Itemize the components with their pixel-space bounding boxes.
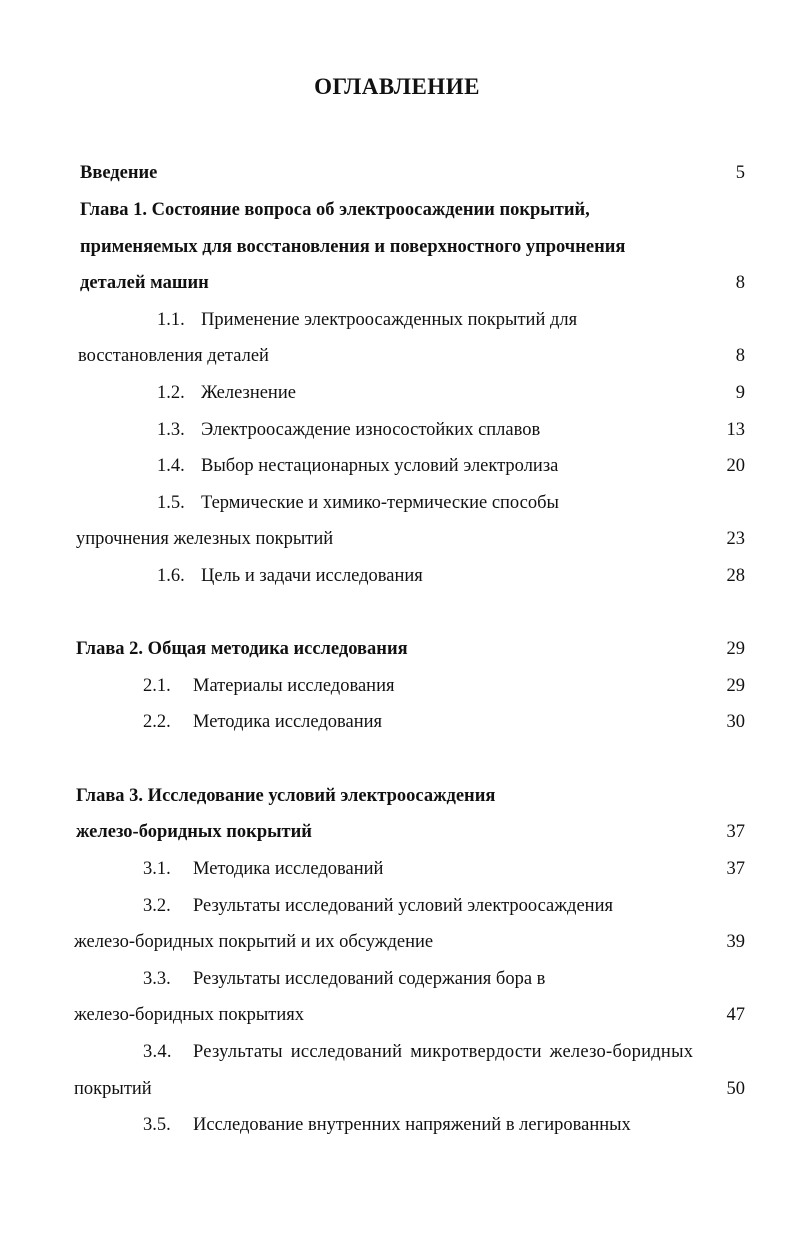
toc-entry-label: Результаты исследований условий электроосаждения xyxy=(193,896,613,916)
toc-page-number: 5 xyxy=(735,163,745,183)
toc-chapter-2[interactable] xyxy=(0,631,794,667)
toc-chapter-3-line-2[interactable] xyxy=(0,814,794,850)
toc-page-number: 8 xyxy=(735,273,745,293)
toc-entry-label: железо-боридных покрытиях xyxy=(74,1005,305,1025)
toc-section-number: 1.4. xyxy=(157,456,185,476)
toc-entry-label: Исследование внутренних напряжений в легированных xyxy=(193,1115,631,1135)
toc-entry-label: применяемых для восстановления и поверхностного упрочнения xyxy=(80,237,626,257)
toc-entry-label: Глава 1. Состояние вопроса об электроосаждении покрытий, xyxy=(80,200,590,220)
toc-page-number: 9 xyxy=(735,383,745,403)
toc-entry-label: Результаты исследований содержания бора в xyxy=(193,969,546,989)
toc-section-number: 3.3. xyxy=(143,969,171,989)
toc-entry-label: покрытий xyxy=(74,1079,152,1099)
toc-section-number: 2.2. xyxy=(143,712,171,732)
toc-section-3-4-line-1[interactable] xyxy=(0,1034,794,1070)
toc-entry-label: Электроосаждение износостойких сплавов xyxy=(201,420,541,440)
toc-section-3-5-line-1[interactable] xyxy=(0,1107,794,1143)
toc-section-1-5-line-1[interactable] xyxy=(0,485,794,521)
toc-entry-label: Материалы исследования xyxy=(193,676,395,696)
toc-section-1-5-line-2[interactable] xyxy=(0,521,794,557)
toc-section-1-4[interactable] xyxy=(0,448,794,484)
toc-section-3-2-line-2[interactable] xyxy=(0,924,794,960)
toc-section-3-4-line-2[interactable] xyxy=(0,1071,794,1107)
toc-entry-label: деталей машин xyxy=(80,273,209,293)
toc-section-1-1-line-1[interactable] xyxy=(0,302,794,338)
page-title: ОГЛАВЛЕНИЕ xyxy=(314,74,480,99)
toc-section-number: 1.1. xyxy=(157,310,185,330)
toc-section-number: 2.1. xyxy=(143,676,171,696)
toc-page-number: 47 xyxy=(726,1005,745,1025)
toc-page-number: 13 xyxy=(726,420,745,440)
toc-section-1-1-line-2[interactable] xyxy=(0,338,794,374)
toc-entry-label: Применение электроосажденных покрытий для xyxy=(201,310,578,330)
toc-page-number: 28 xyxy=(726,566,745,586)
toc-chapter-1-line-3[interactable] xyxy=(0,265,794,301)
toc-section-number: 1.3. xyxy=(157,420,185,440)
toc-section-3-2-line-1[interactable] xyxy=(0,888,794,924)
toc-chapter-1-line-1[interactable] xyxy=(0,192,794,228)
toc-entry-label: Цель и задачи исследования xyxy=(201,566,423,586)
toc-entry-label: Введение xyxy=(80,163,158,183)
toc-section-number: 3.4. xyxy=(143,1042,172,1062)
toc-entry-label: Термические и химико-термические способы xyxy=(201,493,559,513)
toc-page-number: 37 xyxy=(726,859,745,879)
toc-entry-label: Методика исследования xyxy=(193,712,383,732)
toc-section-1-6[interactable] xyxy=(0,558,794,594)
toc-section-2-2[interactable] xyxy=(0,704,794,740)
toc-page-number: 30 xyxy=(726,712,745,732)
toc-page-number: 50 xyxy=(726,1079,745,1099)
toc-page-number: 29 xyxy=(726,676,745,696)
toc-section-3-3-line-2[interactable] xyxy=(0,997,794,1033)
toc-section-3-3-line-1[interactable] xyxy=(0,961,794,997)
toc-page-number: 20 xyxy=(726,456,745,476)
toc-entry-label: упрочнения железных покрытий xyxy=(76,529,334,549)
toc-page-number: 8 xyxy=(735,346,745,366)
toc-section-number: 1.6. xyxy=(157,566,185,586)
toc-section-number: 3.2. xyxy=(143,896,171,916)
toc-page-number: 37 xyxy=(726,822,745,842)
toc-chapter-1-line-2[interactable] xyxy=(0,229,794,265)
toc-section-number: 3.1. xyxy=(143,859,171,879)
toc-page-number: 29 xyxy=(726,639,745,659)
toc-section-3-1[interactable] xyxy=(0,851,794,887)
toc-section-1-2[interactable] xyxy=(0,375,794,411)
toc-chapter-3-line-1[interactable] xyxy=(0,778,794,814)
toc-entry-label: восстановления деталей xyxy=(78,346,269,366)
toc-page-number: 23 xyxy=(726,529,745,549)
toc-section-number: 1.5. xyxy=(157,493,185,513)
toc-entry-label: Глава 3. Исследование условий электроосаждения xyxy=(76,786,496,806)
toc-page-number: 39 xyxy=(726,932,745,952)
toc-section-2-1[interactable] xyxy=(0,668,794,704)
toc-entry-label: Методика исследований xyxy=(193,859,384,879)
toc-entry-label: Глава 2. Общая методика исследования xyxy=(76,639,408,659)
toc-section-1-3[interactable] xyxy=(0,412,794,448)
toc-entry-label: Железнение xyxy=(201,383,296,403)
toc-entry-label: железо-боридных покрытий xyxy=(76,822,312,842)
toc-entry-label: Результаты исследований микротвердости железо-боридных xyxy=(193,1042,694,1062)
toc-section-number: 1.2. xyxy=(157,383,185,403)
toc-entry-label: железо-боридных покрытий и их обсуждение xyxy=(74,932,434,952)
toc-entry-label: Выбор нестационарных условий электролиза xyxy=(201,456,559,476)
toc-section-number: 3.5. xyxy=(143,1115,171,1135)
toc-entry-intro[interactable] xyxy=(0,155,794,191)
